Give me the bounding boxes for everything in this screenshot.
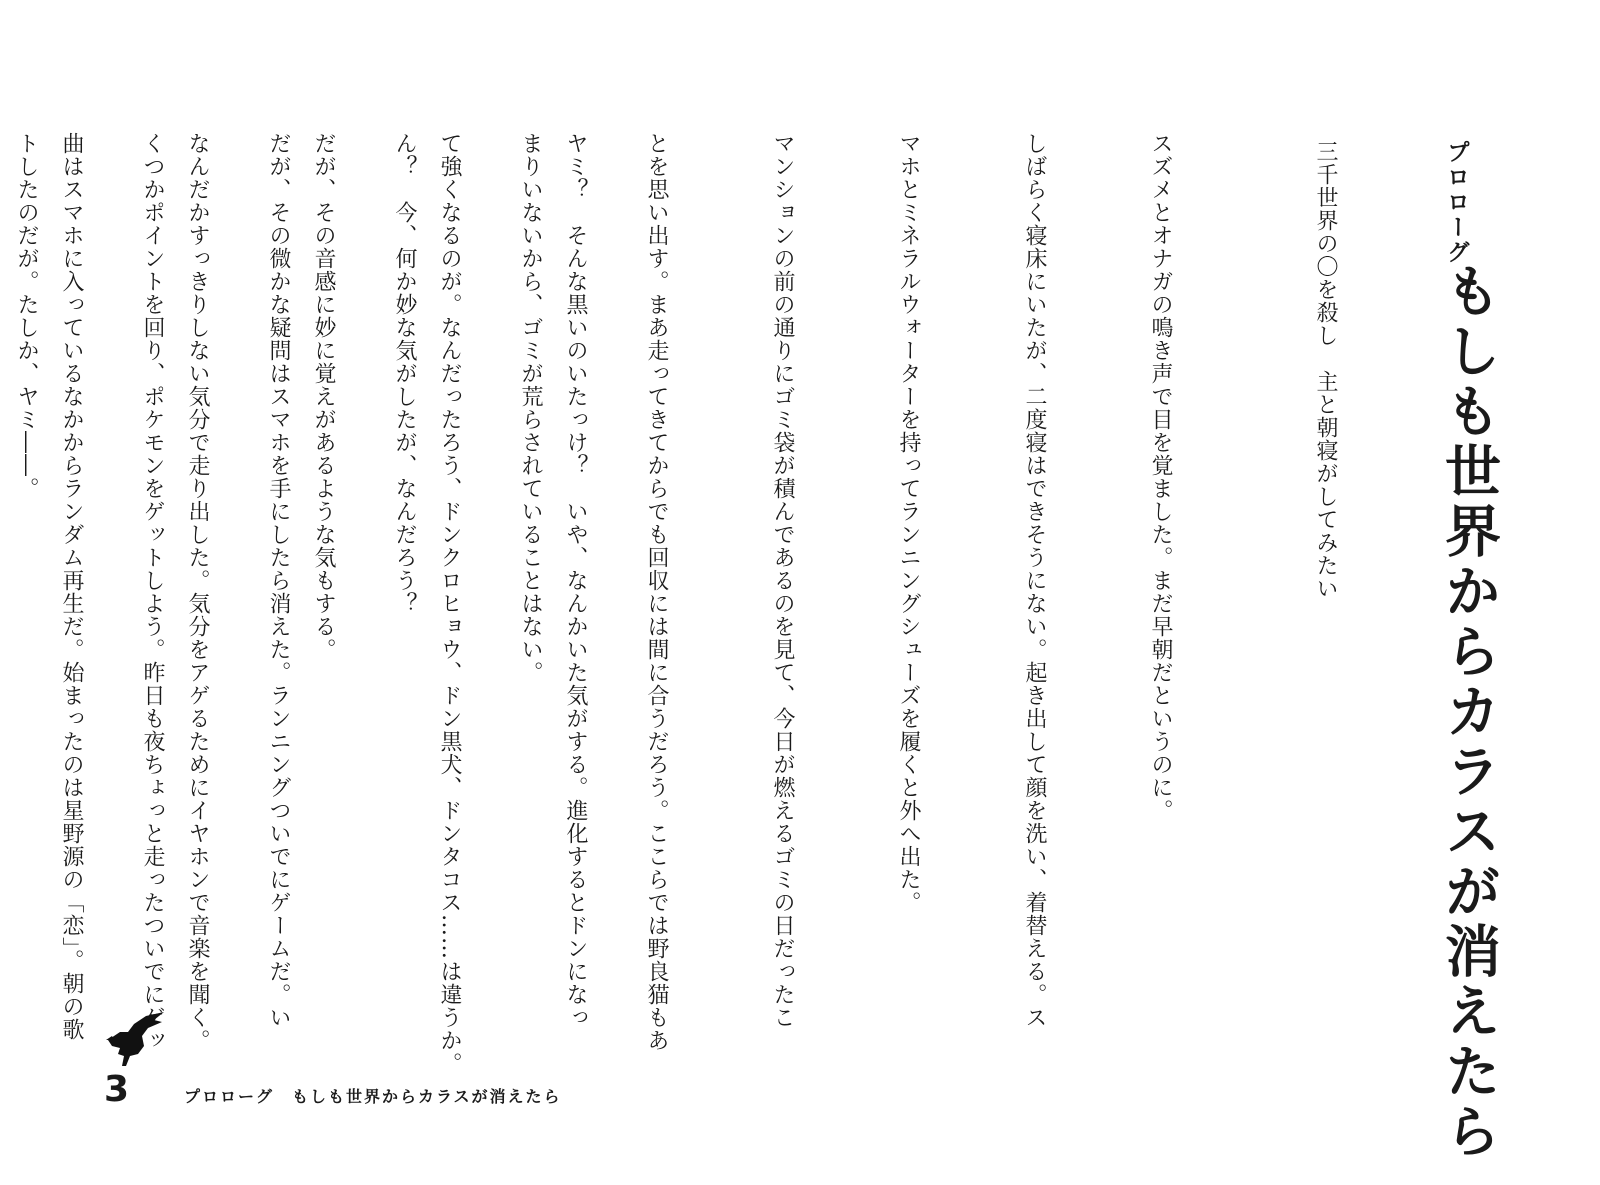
running-header: プロローグ もしも世界からカラスが消えたら — [184, 1087, 562, 1106]
text-line: スズメとオナガの鳴き声で目を覚ました。まだ早朝だというのに。 — [1148, 132, 1173, 822]
chapter-label: プロローグ — [1443, 140, 1469, 265]
chapter-title: もしも世界からカラスが消えたら — [1436, 262, 1501, 1162]
page-number: 3 — [104, 1069, 130, 1110]
text-line: くつかポイントを回り、ポケモンをゲットしよう。昨日も夜ちょっと走ったついでにゲッ — [140, 132, 165, 1052]
text-line: トしたのだが。たしか、ヤミ――。 — [14, 132, 39, 500]
text-line: しばらく寝床にいたが、二度寝はできそうにない。起き出して顔を洗い、着替える。ス — [1022, 132, 1047, 1029]
page-footer — [100, 1010, 700, 1130]
chapter-epigraph: 三千世界の〇を殺し 主と朝寝がしてみたい — [1313, 140, 1338, 600]
text-line: ヤミ？ そんな黒いのいたっけ？ いや、なんかいた気がする。進化するとドンになっ — [563, 132, 588, 1029]
text-line: まりいないから、ゴミが荒らされていることはない。 — [518, 132, 543, 684]
text-line: ん？ 今、何か妙な気がしたが、なんだろう？ — [392, 132, 417, 615]
text-line: 曲はスマホに入っているなかからランダム再生だ。始まったのは星野源の「恋」。朝の歌 — [59, 132, 84, 1041]
crow-icon — [102, 1010, 168, 1070]
text-line: とを思い出す。まあ走ってきてからでも回収には間に合うだろう。ここらでは野良猫もあ — [644, 132, 669, 1052]
text-line: なんだかすっきりしない気分で走り出した。気分をアゲるためにイヤホンで音楽を聞く。 — [185, 132, 210, 1052]
text-line: て強くなるのが。なんだったろう、ドンクロヒョウ、ドン黒犬、ドンタコス……は違うか。 — [437, 132, 462, 1075]
text-line: だが、その音感に妙に覚えがあるような気もする。 — [311, 132, 336, 661]
body-text-left — [59, 132, 680, 1075]
text-line: だが、その微かな疑問はスマホを手にしたら消えた。ランニングついでにゲームだ。い — [266, 132, 291, 1029]
text-line: マホとミネラルウォーターを持ってランニングシューズを履くと外へ出た。 — [896, 132, 921, 914]
text-line: マンションの前の通りにゴミ袋が積んであるのを見て、今日が燃えるゴミの日だったこ — [770, 132, 795, 1029]
